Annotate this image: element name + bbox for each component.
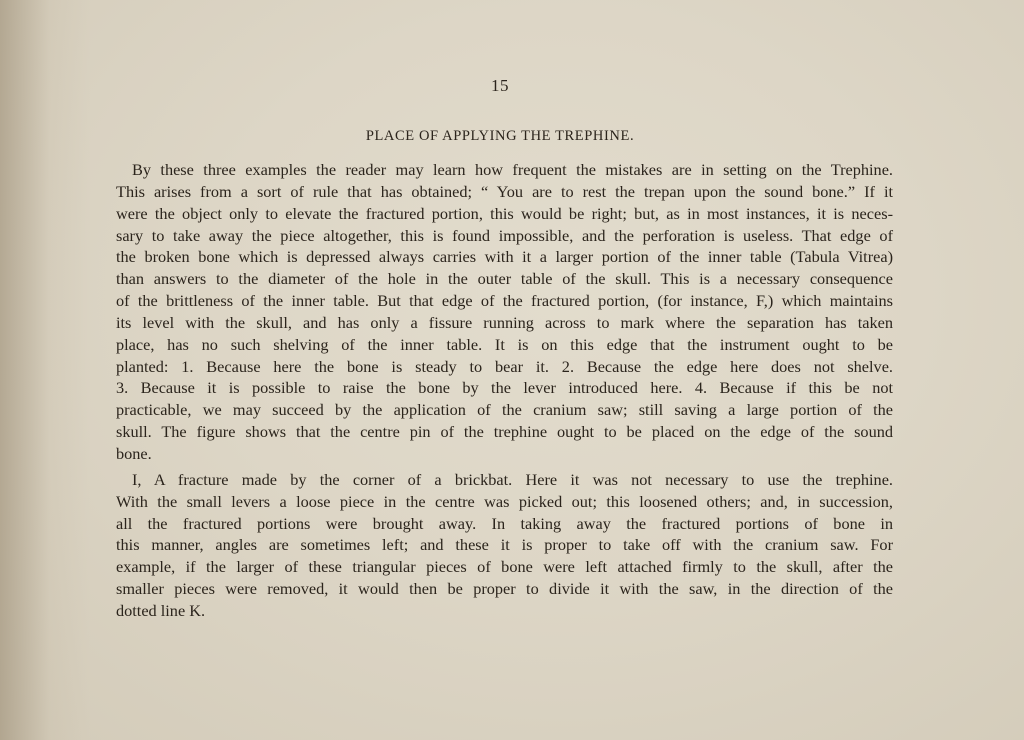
text-line: than answers to the diameter of the hole in the outer table of the skull. This is a necessary consequence xyxy=(116,269,893,289)
text-line: sary to take away the piece altogether, this is found impossible, and the perforation is useless. That edge of xyxy=(116,225,893,245)
body-text xyxy=(116,159,893,622)
text-line: place, has no such shelving of the inner table. It is on this edge that the instrument ought to be xyxy=(116,334,893,354)
text-line: By these three examples the reader may learn how frequent the mistakes are in setting on the Trephine. xyxy=(132,160,893,179)
text-line: skull. The figure shows that the centre pin of the trephine ought to be placed on the edge of the sound xyxy=(116,422,893,442)
text-line: its level with the skull, and has only a fissure running across to mark where the separation has taken xyxy=(116,312,893,332)
text-line: smaller pieces were removed, it would then be proper to divide it with the saw, in the direction of the xyxy=(116,579,893,599)
paragraph-1 xyxy=(116,159,893,465)
text-line: 3. Because it is possible to raise the bone by the lever introduced here. 4. Because if this be not xyxy=(116,378,893,398)
text-line: of the brittleness of the inner table. But that edge of the fractured portion, (for instance, F,) which maintains xyxy=(116,291,893,311)
text-line: planted: 1. Because here the bone is steady to bear it. 2. Because the edge here does not shelve. xyxy=(116,356,893,376)
text-line: dotted line K. xyxy=(116,600,206,620)
text-line: bone. xyxy=(116,443,152,463)
text-line: This arises from a sort of rule that has obtained; “ You are to rest the trepan upon the sound bone.” If it xyxy=(116,181,893,201)
text-line: I, A fracture made by the corner of a brickbat. Here it was not necessary to use the trephine. xyxy=(132,469,893,489)
gutter-shadow xyxy=(0,0,90,740)
text-line: the broken bone which is depressed always carries with it a larger portion of the inner table (Tabula Vitrea) xyxy=(116,247,893,267)
text-line: were the object only to elevate the fractured portion, this would be right; but, as in most instances, it is neces- xyxy=(116,203,893,223)
text-line: With the small levers a loose piece in the centre was picked out; this loosened others; and, in succession, xyxy=(116,491,893,511)
paragraph-2 xyxy=(116,469,893,622)
text-line: example, if the larger of these triangular pieces of bone were left attached firmly to the skull, after the xyxy=(116,557,893,577)
page-number: 15 xyxy=(491,76,509,95)
text-line: this manner, angles are sometimes left; and these it is proper to take off with the cranium saw. For xyxy=(116,535,893,555)
text-line: all the fractured portions were brought away. In taking away the fractured portions of bone in xyxy=(116,513,893,533)
text-line: practicable, we may succeed by the application of the cranium saw; still saving a large portion of the xyxy=(116,400,893,420)
section-title: PLACE OF APPLYING THE TREPHINE. xyxy=(365,128,635,144)
